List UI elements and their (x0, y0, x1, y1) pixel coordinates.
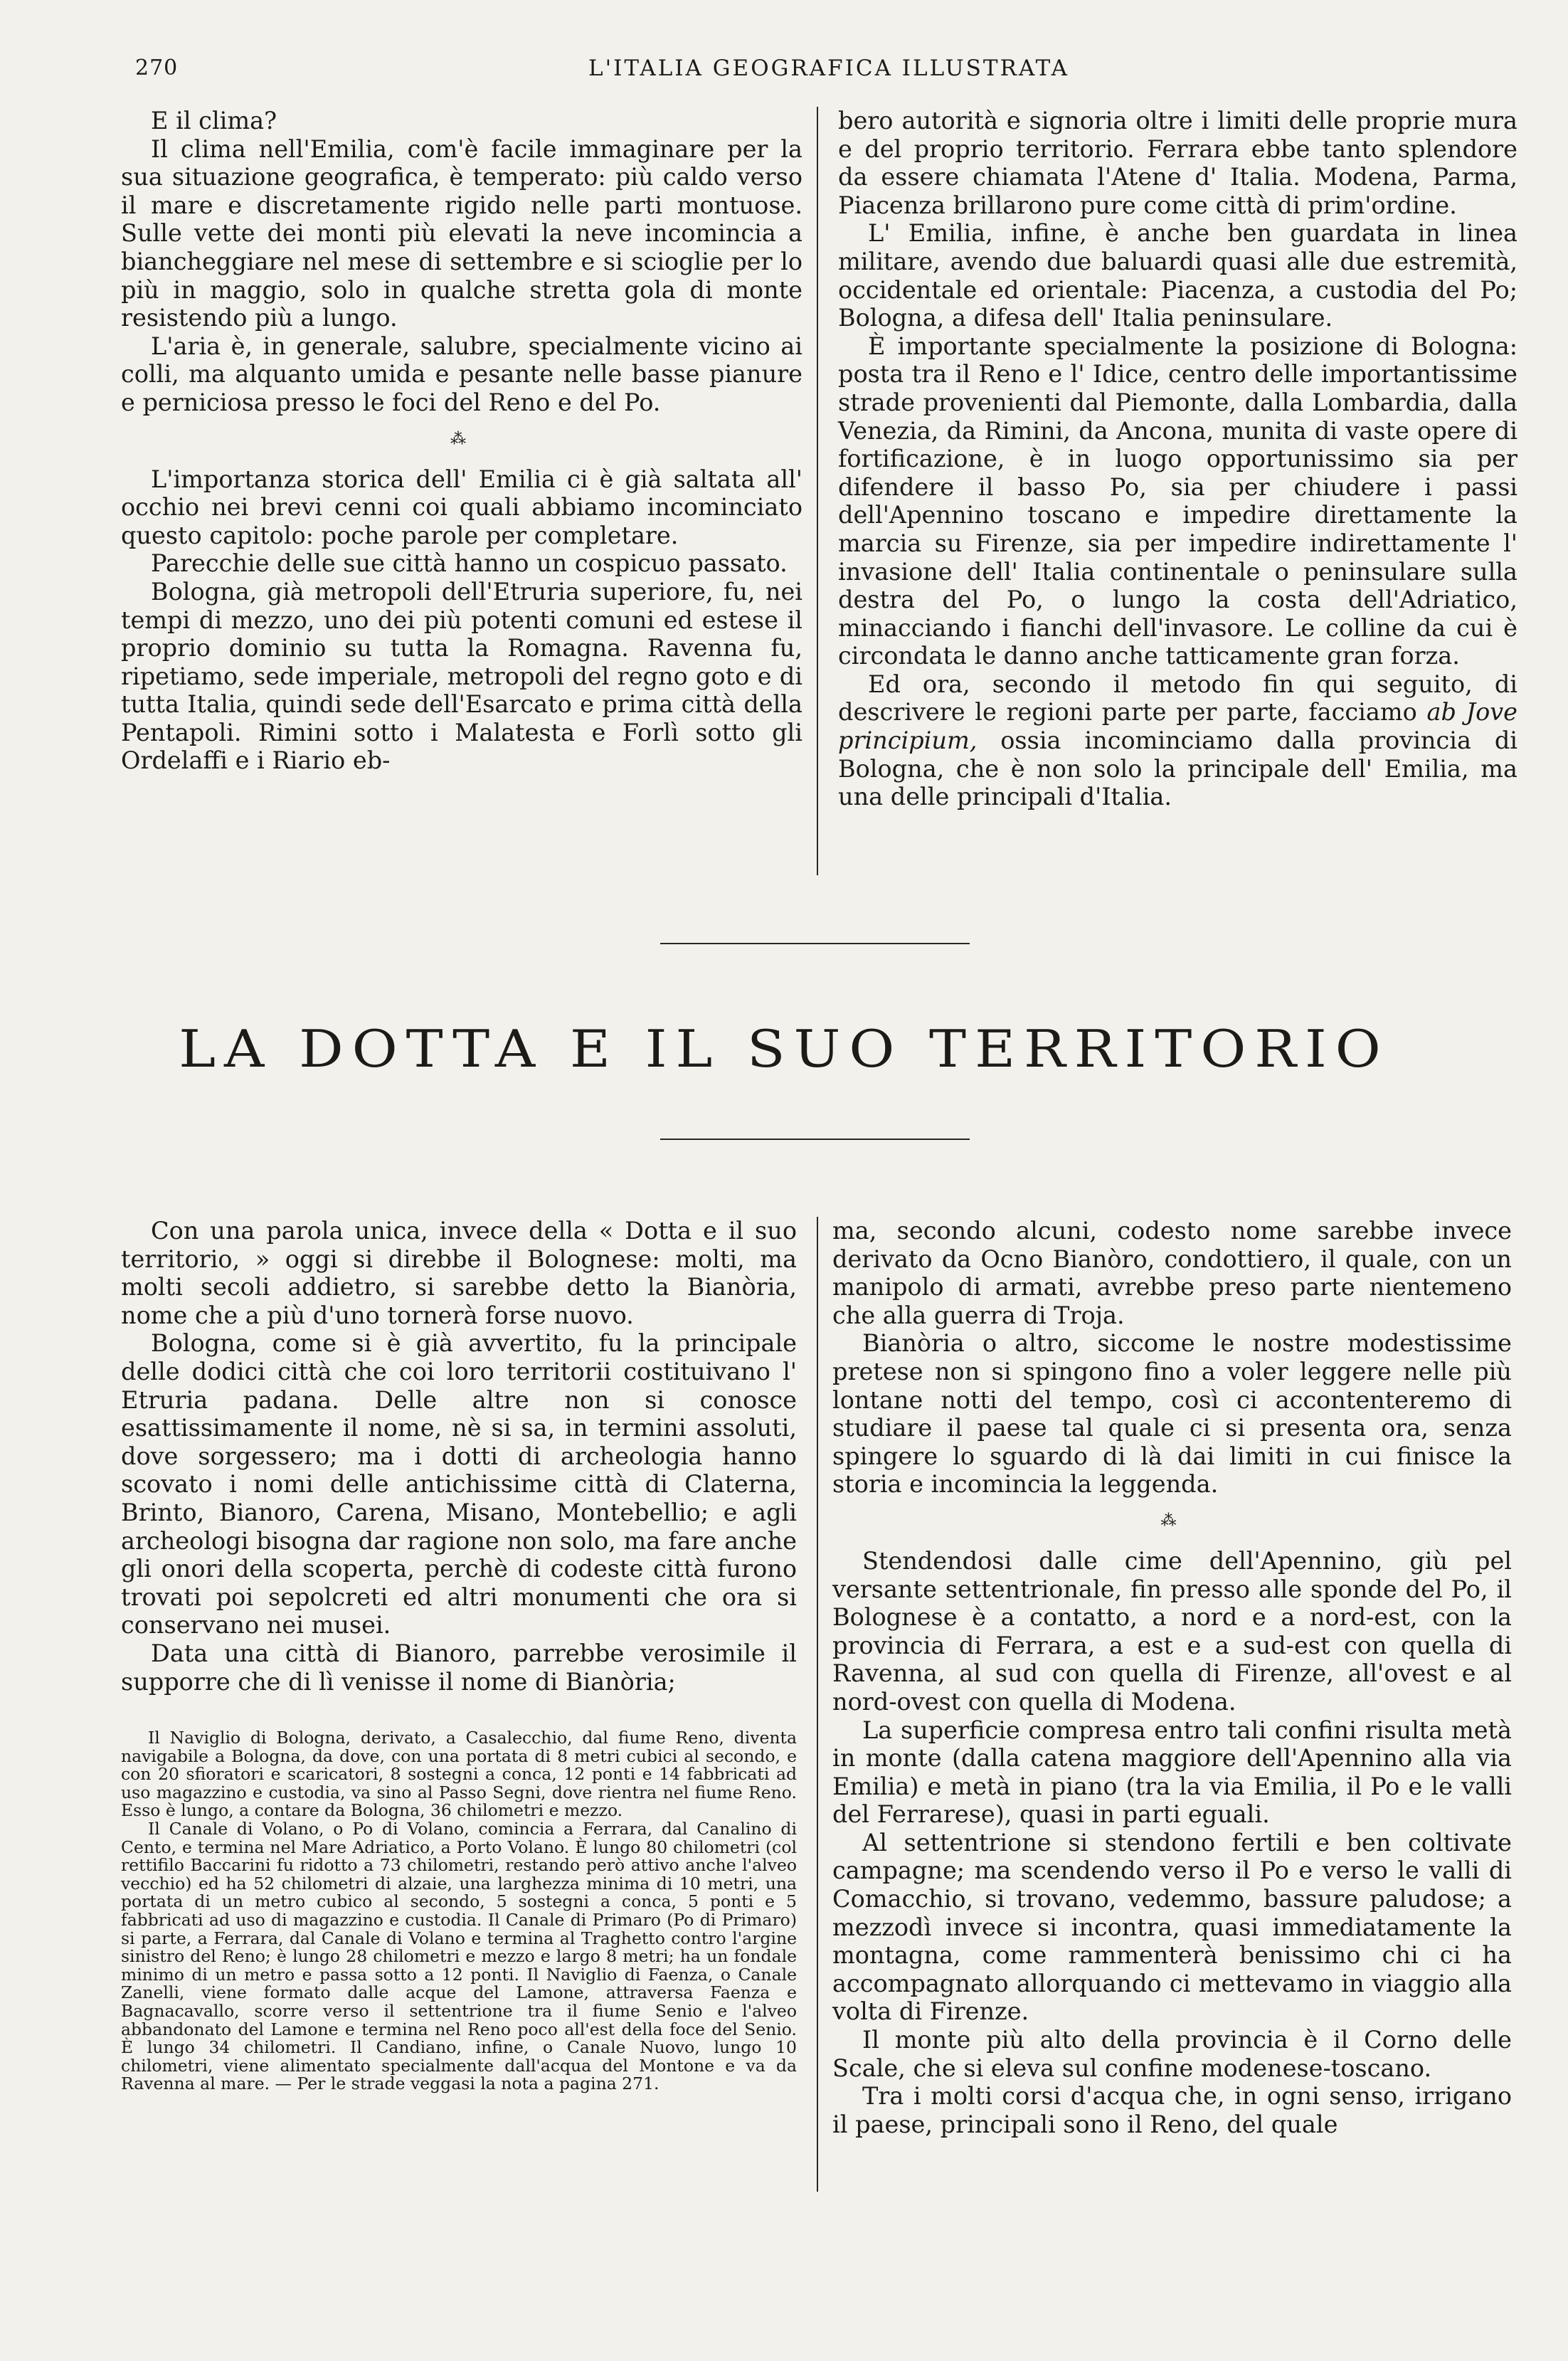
paragraph: Tra i molti corsi d'acqua che, in ogni senso, irrigano il paese, principali sono il Reno, del quale (832, 2082, 1512, 2138)
running-header (135, 56, 1522, 95)
paragraph: bero autorità e signoria oltre i limiti delle proprie mura e del proprio territorio. Ferrara ebbe tanto splendore da essere chiamata l'Atene d' Italia. Modena, Parma, Piacenza brillarono pure come città di prim'ordine. (838, 107, 1517, 219)
bottom-left-column (121, 1217, 797, 1696)
paragraph: ma, secondo alcuni, codesto nome sarebbe invece derivato da Ocno Bianòro, condottiero, il quale, con un manipolo di armati, avrebbe preso parte nientemeno che alla guerra di Troja. (832, 1217, 1512, 1329)
section-rule-upper (660, 943, 970, 944)
asterism: ⁂ (1160, 1511, 1184, 1530)
paragraph: L' Emilia, infine, è anche ben guardata in linea militare, avendo due baluardi quasi alle due estremità, occidentale ed orientale: Piacenza, a custodia del Po; Bologna, a difesa dell' Italia peninsulare. (838, 219, 1517, 332)
paragraph-question: E il clima? (151, 107, 277, 134)
paragraph (838, 670, 1517, 811)
paragraph: Il clima nell'Emilia, com'è facile immaginare per la sua situazione geografica, è temperato: più caldo verso il mare e discretamente rigido nelle parti montuose. Sulle vette dei monti più elevati la neve incomincia a biancheggiare nel mese di settembre e si scioglie per lo più in maggio, solo in qualche stretta gola di monte resistendo più a lungo. (121, 134, 802, 332)
running-title: L'ITALIA GEOGRAFICA ILLUSTRATA (588, 56, 1069, 81)
paragraph: È importante specialmente la posizione di Bologna: posta tra il Reno e l' Idice, centro delle importantissime strade provenienti dal Piemonte, dalla Lombardia, dalla Venezia, da Rimini, da Ancona, munita di vaste opere di fortificazione, è in luogo opportunissimo sia per difendere il basso Po, sia per chiudere i passi dell'Apennino toscano e impedire direttamente la marcia su Firenze, sia per impedire indirettamente l' invasione dell' Italia continentale o peninsulare sulla destra del Po, o lungo la costa dell'Adriatico, minacciando i fianchi dell'invasore. Le colline da cui è circondata le danno anche tatticamente gran forza. (838, 332, 1517, 670)
paragraph: L'importanza storica dell' Emilia ci è già saltata all' occhio nei brevi cenni coi quali abbiamo incominciato questo capitolo: poche parole per completare. (121, 465, 802, 549)
paragraph: Bologna, già metropoli dell'Etruria superiore, fu, nei tempi di mezzo, uno dei più potenti comuni ed estese il proprio dominio su tutta la Romagna. Ravenna fu, ripetiamo, sede imperiale, metropoli del regno goto e di tutta Italia, quindi sede dell'Esarcato e prima città della Pentapoli. Rimini sotto i Malatesta e Forlì sotto gli Ordelaffi e i Riario eb- (121, 577, 802, 775)
paragraph: Al settentrione si stendono fertili e ben coltivate campagne; ma scendendo verso il Po e verso le valli di Comacchio, si trovano, vedemmo, bassure paludose; a mezzodì invece si incontra, quasi immediatamente la montagna, come rammenterà benissimo chi ci ha accompagnato allorquando ci mettevamo in viaggio alla volta di Firenze. (832, 1828, 1512, 2026)
paragraph: Parecchie delle sue città hanno un cospicuo passato. (151, 549, 788, 578)
section-rule-lower (660, 1139, 970, 1140)
page-number: 270 (135, 56, 179, 80)
column-rule-bottom (817, 1217, 818, 2192)
asterism: ⁂ (450, 430, 473, 448)
footnotes (121, 1729, 797, 2093)
section-title: LA DOTTA E IL SUO TERRITORIO (179, 1020, 1389, 1079)
top-right-column (838, 107, 1517, 811)
column-rule-top (817, 107, 818, 875)
paragraph: Stendendosi dalle cime dell'Apennino, giù pel versante settentrionale, fin presso alle sponde del Po, il Bolognese è a contatto, a nord e a nord-est, con la provincia di Ferrara, a est e a sud-est con quella di Ravenna, al sud con quella di Firenze, all'ovest e al nord-ovest con quella di Modena. (832, 1546, 1512, 1716)
latin-phrase: ab Jove principium, (838, 698, 1517, 755)
paragraph: L'aria è, in generale, salubre, specialmente vicino ai colli, ma alquanto umida e pesante nelle basse pianure e perniciosa presso le foci del Reno e del Po. (121, 332, 802, 416)
paragraph: Il monte più alto della provincia è il Corno delle Scale, che si eleva sul confine modenese-toscano. (832, 2026, 1512, 2082)
paragraph: La superficie compresa entro tali confini risulta metà in monte (dalla catena maggiore dell'Apennino alla via Emilia) e metà in piano (tra la via Emilia, il Po e le valli del Ferrarese), quasi in parti eguali. (832, 1716, 1512, 1829)
paragraph: Con una parola unica, invece della « Dotta e il suo territorio, » oggi si direbbe il Bolognese: molti, ma molti secoli addietro, si sarebbe detto la Bianòria, nome che a più d'uno tornerà forse nuovo. (121, 1217, 797, 1329)
paragraph: Data una città di Bianoro, parrebbe verosimile il supporre che di lì venisse il nome di Bianòria; (121, 1639, 797, 1696)
paragraph: Bologna, come si è già avvertito, fu la principale delle dodici città che coi loro territorii costituivano l' Etruria padana. Delle altre non si conosce esattissimamente il nome, nè si sa, in termini assoluti, dove sorgessero; ma i dotti di archeologia hanno scovato i nomi delle antichissime città di Claterna, Brinto, Bianoro, Carena, Misano, Montebellio; e agli archeologi bisogna dar ragione non solo, ma fare anche gli onori della scoperta, perchè di codeste città furono trovati poi sepolcreti ed altri monumenti che ora si conservano nei musei. (121, 1329, 797, 1639)
footnote: Il Naviglio di Bologna, derivato, a Casalecchio, dal fiume Reno, diventa navigabile a Bologna, da dove, con una portata di 8 metri cubici al secondo, e con 20 sfioratori e scaricatori, 8 sostegni a conca, 12 ponti e 14 fabbricati ad uso magazzino e custodia, va sino al Passo Segni, dove rientra nel fiume Reno. Esso è lungo, a contare da Bologna, 36 chilometri e mezzo. (121, 1728, 797, 1821)
text-run: Ed ora, secondo il metodo fin qui seguito, di descrivere le regioni parte per parte, facciamo (838, 670, 1517, 727)
bottom-right-column (832, 1217, 1512, 2138)
footnote: Il Canale di Volano, o Po di Volano, comincia a Ferrara, dal Canalino di Cento, e termina nel Mare Adriatico, a Porto Volano. È lungo 80 chilometri (col rettifilo Baccarini fu ridotto a 73 chilometri, restando però attivo anche l'alveo vecchio) ed ha 52 chilometri di alzaie, una larghezza minima di 10 metri, una portata di un metro cubico al secondo, 5 sostegni a conca, 5 ponti e 5 fabbricati ad uso di magazzino e custodia. Il Canale di Primaro (Po di Primaro) si parte, a Ferrara, dal Canale di Volano e termina al Traghetto contro l'argine sinistro del Reno; è lungo 28 chilometri e mezzo e largo 8 metri; ha un fondale minimo di un metro e passa sotto a 12 ponti. Il Naviglio di Faenza, o Canale Zanelli, viene formato dalle acque del Lamone, attraversa Faenza e Bagnacavallo, scorre verso il settentrione tra il fiume Senio e l'alveo abbandonato del Lamone e termina nel Reno poco all'est della foce del Senio. È lungo 34 chilometri. Il Candiano, infine, o Canale Nuovo, lungo 10 chilometri, viene alimentato specialmente dall'acqua del Montone e va da Ravenna al mare. — Per le strade veggasi la nota a pagina 271. (121, 1818, 797, 2094)
text-run: ossia incominciamo dalla provincia di Bologna, che è non solo la principale dell' Emilia, ma una delle principali d'Italia. (838, 727, 1517, 811)
paragraph: Bianòria o altro, siccome le nostre modestissime pretese non si spingono fino a voler leggere nelle più lontane notti del tempo, così ci accontenteremo di studiare il paese tal quale ci si presenta ora, senza spingere lo sguardo di là dai limiti in cui finisce la storia e incomincia la leggenda. (832, 1329, 1512, 1499)
top-left-column (121, 107, 802, 775)
